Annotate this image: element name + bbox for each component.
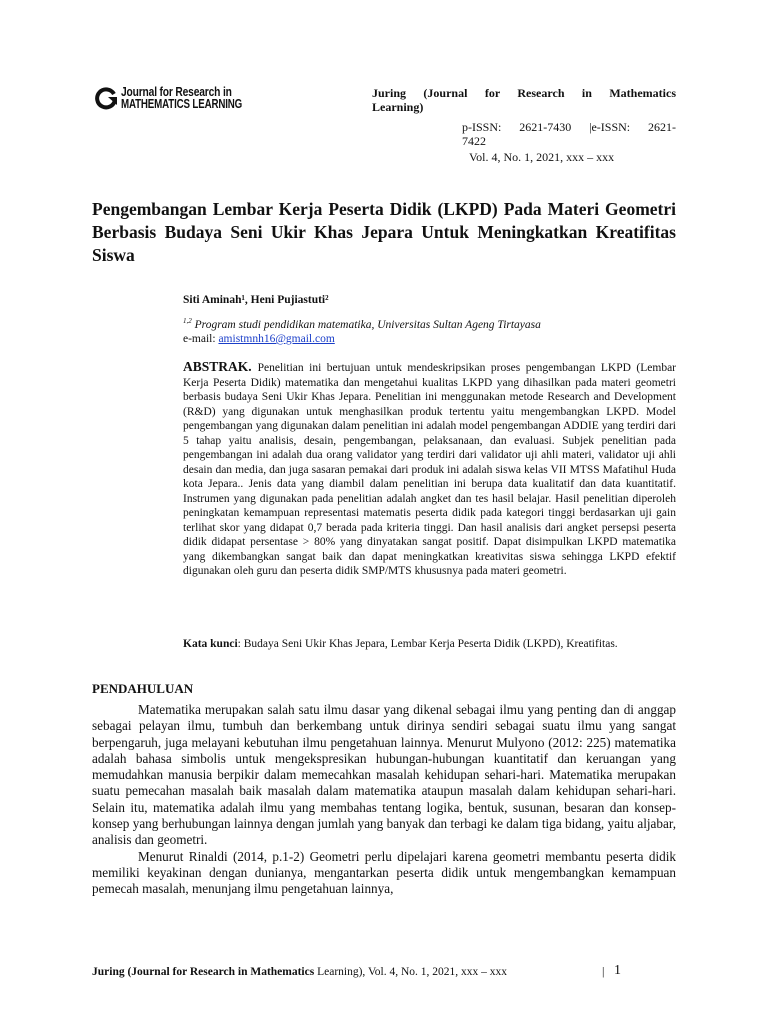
email-label: e-mail: xyxy=(183,333,219,345)
journal-name: Juring (Journal for Research in Mathematics xyxy=(372,86,676,100)
journal-info xyxy=(372,86,676,164)
footer-journal-rest: Learning), Vol. 4, No. 1, 2021, xxx – xxx xyxy=(317,966,508,978)
keywords-text: : Budaya Seni Ukir Khas Jepara, Lembar Kerja Peserta Didik (LKPD), Kreatifitas. xyxy=(237,638,618,650)
section-body xyxy=(92,702,676,898)
footer-separator: | xyxy=(602,964,605,978)
page-number: 1 xyxy=(614,963,621,978)
logo-line-2: MATHEMATICS LEARNING xyxy=(121,97,243,111)
paragraph: Matematika merupakan salah satu ilmu dasar yang dikenal sebagai ilmu yang penting dan di anggap sebagai pelayan ilmu, tumbuh dan berkembang untuk dirinya sendiri sebagai suatu ilmu yang sangat berpengaruh, juga melayani kebutuhan ilmu pengetahuan lainnya. Menurut Mulyono (2012: 225) matematika adalah bahasa simbolis untuk mengekspresikan hubungan-hubungan kuantitatif dan keruangan yang memudahkan manusia berpikir dalam memecahkan masalah kehidupan sehari-hari. Matematika merupakan suatu pemecahan masalah baik masalah dalam matematika ataupun masalah dalam kehidupan sehari-hari. Selain itu, matematika adalah ilmu yang membahas tentang logika, bentuk, susunan, besaran dan konsep-konsep yang berhubungan lainnya dengan jumlah yang banyak dan terbagi ke dalam tiga bidang, yaitu aljabar, analisis dan geometri. xyxy=(92,702,676,848)
circular-arrow-logo-icon xyxy=(94,86,118,110)
footer-journal xyxy=(92,966,507,978)
article-title: Pengembangan Lembar Kerja Peserta Didik (LKPD) Pada Materi Geometri Berbasis Budaya Seni Ukir Khas Jepara Untuk Meningkatkan Kreatifitas Siswa xyxy=(92,199,676,265)
journal-name-cont: Learning) xyxy=(372,100,424,114)
keywords xyxy=(183,638,683,650)
abstract xyxy=(183,360,676,579)
affiliation-text: Program studi pendidikan matematika, Universitas Sultan Ageng Tirtayasa xyxy=(191,318,541,331)
logo-text xyxy=(121,86,276,110)
section-heading: PENDAHULUAN xyxy=(92,681,194,696)
issn-cont: 7422 xyxy=(462,134,486,148)
email-link[interactable]: amistmnh16@gmail.com xyxy=(218,333,335,345)
paragraph: Menurut Rinaldi (2014, p.1-2) Geometri perlu dipelajari karena geometri membantu peserta didik memiliki keyakinan dengan dunianya, mengantarkan peserta didik untuk mengembangkan kemampuan pemecah masalah, menunjang ilmu pengetahuan lainnya, xyxy=(92,848,676,897)
abstract-label: ABSTRAK. xyxy=(183,359,252,374)
journal-logo xyxy=(94,86,276,110)
authors: Siti Aminah¹, Heni Pujiastuti² xyxy=(183,294,329,306)
footer-journal-bold: Juring (Journal for Research in Mathematics xyxy=(92,966,318,978)
affiliation xyxy=(183,317,541,331)
issn: p-ISSN: 2621-7430 |e-ISSN: 2621- xyxy=(462,120,676,134)
email-line xyxy=(183,333,335,345)
volume-info: Vol. 4, No. 1, 2021, xxx – xxx xyxy=(469,150,615,164)
keywords-label: Kata kunci xyxy=(183,638,238,650)
logo-line-1: Journal for Research in xyxy=(121,85,232,99)
affiliation-sup: 1,2 xyxy=(183,317,192,325)
abstract-text: Penelitian ini bertujuan untuk mendeskripsikan proses pengembangan LKPD (Lembar Kerja Peserta Didik) matematika dan mengetahui kualitas LKPD yang dihasilkan pada materi geometri berbasis budaya Seni Ukir Khas Jepara. Penelitian ini menggunakan metode Research and Development (R&D) yang digunakan untuk menghasilkan produk tertentu yaitu mengembangkan LKPD. Model pengembangan yang digunakan dalam penelitian ini adalah model pengembangan ADDIE yang terdiri dari 5 tahap yaitu analisis, desain, pengembangan, pelaksanaan, dan evaluasi. Subjek penelitian pada pengembangan ini adalah dua orang validator yang terdiri dari validator uji ahli materi, validator uji ahli desain dan media, dan juga sasaran pemakai dari produk ini adalah siswa kelas VII MTSS Mafatihul Huda kota Jepara.. Jenis data yang diambil dalam penelitian ini berupa data kualitatif dan data kuantitatif. Instrumen yang digunakan pada penelitian adalah angket dan tes hasil belajar. Hasil penelitian diperoleh peningkatan kemampuan representasi matematis peserta didik pada kategori tinggi berdasarkan uji gain terlihat skor yang didapat 0,7 berada pada kriteria tinggi. Dan hasil analisis dari angket persepsi peserta didik didapat persentase > 80% yang dinyatakan sangat positif. Dapat disimpulkan LKPD matematika yang dikembangkan sangat baik dan dapat meningkatkan kreativitas siswa sehingga LKPD efektif digunakan oleh guru dan peserta didik SMP/MTS khususnya pada materi geometri. xyxy=(183,362,676,577)
